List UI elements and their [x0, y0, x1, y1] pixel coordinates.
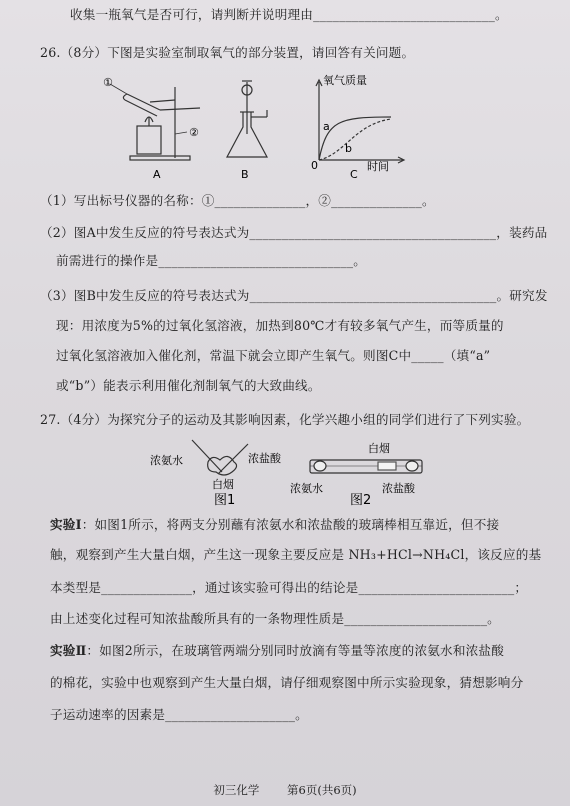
- fig1-right-label: 浓盐酸: [248, 452, 281, 465]
- curve-a-label: a: [323, 120, 330, 133]
- question-26-2a: （2）图A中发生反应的符号表达式为______________________________________，装药品: [40, 225, 548, 240]
- label-c: C: [350, 168, 358, 181]
- text-line: 收集一瓶氧气是否可行，请判断并说明理由____________________________。: [70, 7, 508, 22]
- y-axis-label: 氧气质量: [323, 74, 367, 87]
- footer-page-number: 第6页(共6页): [287, 783, 357, 797]
- figure-26-apparatus: [105, 72, 425, 182]
- question-26-3d: 或“b”）能表示利用催化剂制氧气的大致曲线。: [56, 378, 321, 393]
- x-axis-label: 时间: [367, 160, 389, 173]
- footer-subject: 初三化学: [213, 783, 260, 797]
- question-26-2b: 前需进行的操作是______________________________。: [56, 253, 367, 268]
- label-b: B: [241, 168, 249, 181]
- page-footer: [0, 782, 570, 798]
- experiment-2-line-c: 子运动速率的因素是____________________。: [50, 707, 308, 722]
- fig2-smoke-label: 白烟: [368, 442, 390, 455]
- question-26-3b: 现：用浓度为5%的过氧化氢溶液，加热到80℃才有较多氧气产生，而等质量的: [56, 318, 504, 333]
- fig2-right-label: 浓盐酸: [382, 482, 415, 495]
- experiment-2-line-a: [50, 643, 504, 659]
- question-26-3c: 过氧化氢溶液加入催化剂，常温下就会立即产生氧气。则图C中_____（填“a”: [56, 348, 491, 363]
- origin-label: 0: [311, 159, 318, 172]
- figure-27-apparatus: [150, 432, 450, 508]
- marker-1: ①: [103, 76, 113, 89]
- experiment-1-line-a: [50, 517, 499, 533]
- fig1-caption: 图1: [214, 493, 236, 508]
- experiment-1-line-c: 本类型是______________，通过该实验可得出的结论是________________________；: [50, 580, 528, 595]
- experiment-1-text-a: ：如图1所示，将两支分别蘸有浓氨水和浓盐酸的玻璃棒相互靠近，但不接: [81, 517, 500, 532]
- curve-b-label: b: [345, 142, 352, 155]
- fig1-smoke-label: 白烟: [212, 478, 234, 491]
- question-27-title: 27.（4分）为探究分子的运动及其影响因素，化学兴趣小组的同学们进行了下列实验。: [40, 412, 530, 427]
- fig2-caption: 图2: [350, 493, 372, 508]
- experiment-1-label: 实验Ⅰ: [50, 517, 82, 532]
- question-26-title: 26.（8分）下图是实验室制取氧气的部分装置，请回答有关问题。: [40, 45, 415, 60]
- experiment-2-label: 实验Ⅱ: [50, 643, 87, 658]
- experiment-1-line-d: 由上述变化过程可知浓盐酸所具有的一条物理性质是______________________。: [50, 611, 500, 626]
- experiment-2-line-b: 的棉花，实验中也观察到产生大量白烟，请仔细观察图中所示实验现象，猜想影响分: [50, 675, 524, 690]
- label-a: A: [153, 168, 161, 181]
- experiment-1-line-b: 触，观察到产生大量白烟，产生这一现象主要反应是 NH₃+HCl→NH₄Cl，该反应的基: [50, 547, 542, 562]
- question-26-1: （1）写出标号仪器的名称：①______________，②______________。: [40, 193, 435, 208]
- marker-2: ②: [189, 126, 199, 139]
- question-26-3a: （3）图B中发生反应的符号表达式为______________________________________。研究发: [40, 288, 548, 303]
- experiment-2-text-a: ：如图2所示，在玻璃管两端分别同时放滴有等量等浓度的浓氨水和浓盐酸: [86, 643, 505, 658]
- fig2-left-label: 浓氨水: [290, 482, 323, 495]
- fig1-left-label: 浓氨水: [150, 454, 183, 467]
